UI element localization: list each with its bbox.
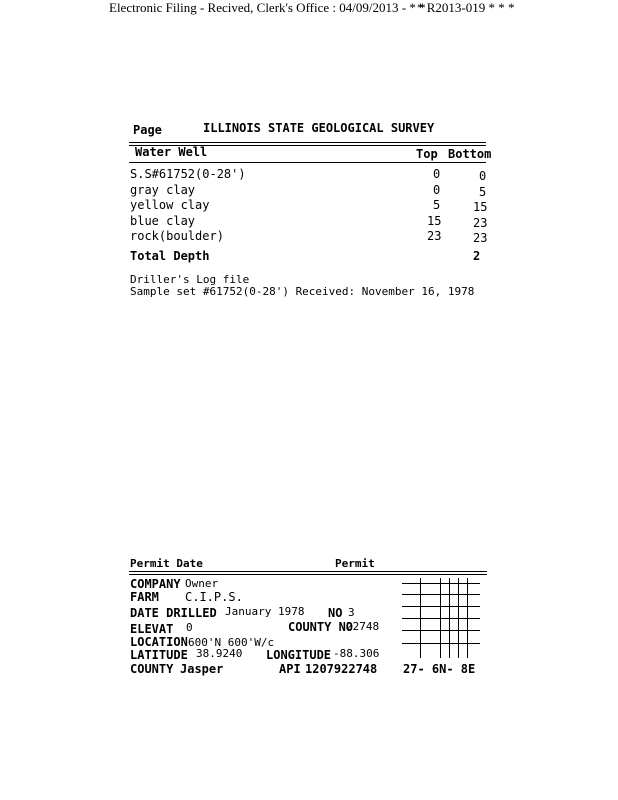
layer-top: 15 [427,214,442,228]
filing-stamp-left: Electronic Filing - Recived, Clerk's Office : 04/09/2013 - * * [109,0,426,15]
grid-line [402,606,480,607]
permit-number-label: Permit [335,557,375,570]
sample-set-line: Sample set #61752(0-28') Received: November 16, 1978 [130,285,475,298]
survey-title: ILLINOIS STATE GEOLOGICAL SURVEY [203,121,435,135]
grid-line [402,643,480,644]
latitude-value: 38.9240 [196,647,243,660]
longitude-value: -88.306 [333,647,380,660]
top-rule-3 [129,162,486,163]
county-no-value: 22748 [346,620,380,633]
layer-bottom: 15 [473,200,488,214]
total-depth-value: 2 [473,249,481,263]
layer-label: yellow clay [130,198,210,212]
grid-line [402,583,480,584]
county-value: Jasper [180,662,224,676]
farm-value: C.I.P.S. [185,590,243,604]
township-range-value: 27- 6N- 8E [403,662,476,676]
date-drilled-value: January 1978 [225,605,305,618]
company-label: COMPANY [130,577,181,591]
grid-line [402,594,480,595]
location-label: LOCATION [130,635,188,649]
company-value: Owner [185,577,219,590]
grid-line [402,630,480,631]
grid-line [402,618,480,619]
layer-bottom: 0 [479,169,487,183]
layer-top: 0 [433,183,441,197]
page-label: Page [133,123,162,137]
bottom-rule-2 [129,574,487,575]
col-top: Top [416,147,438,161]
county-label: COUNTY [130,662,174,676]
layer-top: 23 [427,229,442,243]
no-value: 3 [348,606,355,619]
location-value: 600'N 600'W/c [188,636,275,649]
no-label: NO [328,606,343,620]
layer-label: blue clay [130,214,196,228]
layer-bottom: 23 [473,216,488,230]
layer-top: 0 [433,167,441,181]
county-no-label: COUNTY NO [288,620,354,634]
latitude-label: LATITUDE [130,648,188,662]
layer-top: 5 [433,198,441,212]
longitude-label: LONGITUDE [266,648,332,662]
bottom-rule-1 [129,571,487,572]
top-rule-1 [129,142,486,143]
col-bottom: Bottom [448,147,492,161]
layer-label: rock(boulder) [130,229,224,243]
col-water-well: Water Well [135,145,208,159]
farm-label: FARM [130,590,159,604]
layer-label: gray clay [130,183,196,197]
elevation-value: 0 [186,621,193,634]
filing-stamp-right: * R2013-019 * * * [417,0,515,15]
elevation-label: ELEVAT [130,622,174,636]
date-drilled-label: DATE DRILLED [130,606,217,620]
layer-bottom: 23 [473,231,488,245]
layer-label: S.S#61752(0-28') [130,167,246,181]
api-label: API [279,662,301,676]
api-value: 1207922748 [305,662,378,676]
permit-date-label: Permit Date [130,557,203,570]
layer-bottom: 5 [479,185,487,199]
driller-log-line: Driller's Log file [130,273,250,286]
total-depth-label: Total Depth [130,249,210,263]
